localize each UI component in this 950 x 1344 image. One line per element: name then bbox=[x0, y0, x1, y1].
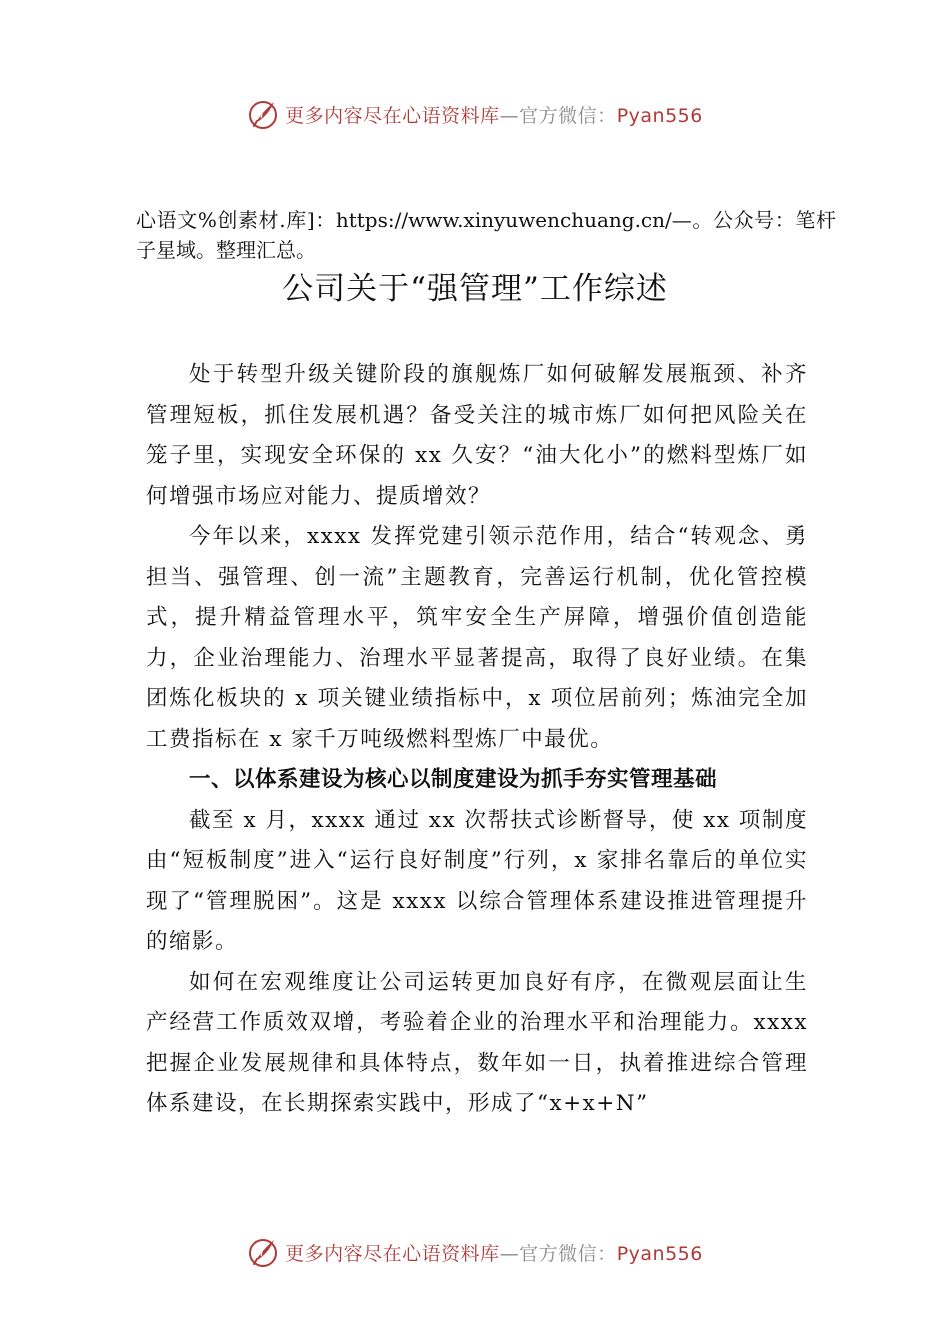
quill-seal-icon bbox=[247, 1235, 281, 1269]
source-note: 心语文%创素材.库]：https://www.xinyuwenchuang.cn/—。公众号：笔杆子星域。整理汇总。 bbox=[136, 208, 836, 262]
body-paragraph: 今年以来，xxxx 发挥党建引领示范作用，结合“转观念、勇担当、强管理、创一流”主题教育，完善运行机制，优化管控模式，提升精益管理水平，筑牢安全生产屏障，增强价值创造能力，企业治理能力、治理水平显著提高，取得了良好业绩。在集团炼化板块的 x 项关键业绩指标中，x 项位居前列；炼油完全加工费指标在 x 家千万吨级燃料型炼厂中最优。 bbox=[146, 524, 808, 752]
document-body bbox=[146, 355, 808, 1125]
body-paragraph: 如何在宏观维度让公司运转更加良好有序，在微观层面让生产经营工作质效双增，考验着企业的治理水平和治理能力。xxxx 把握企业发展规律和具体特点，数年如一日，执着推进综合管理体系建设，在长期探索实践中，形成了“x+x+N” bbox=[146, 969, 808, 1116]
body-paragraph: 处于转型升级关键阶段的旗舰炼厂如何破解发展瓶颈、补齐管理短板，抓住发展机遇？备受关注的城市炼厂如何把风险关在笼子里，实现安全环保的 xx 久安？“油大化小”的燃料型炼厂如何增强市场应对能力、提质增效？ bbox=[146, 362, 808, 509]
banner-text: 更多内容尽在心语资料库—官方微信：Pyan556 bbox=[285, 1242, 703, 1265]
footer-banner bbox=[0, 1230, 950, 1274]
body-paragraph: 截至 x 月，xxxx 通过 xx 次帮扶式诊断督导，使 xx 项制度由“短板制度”进入“运行良好制度”行列，x 家排名靠后的单位实现了“管理脱困”。这是 xxxx 以综合管理体系建设推进管理提升的缩影。 bbox=[146, 807, 808, 954]
document-title: 公司关于“强管理”工作综述 bbox=[282, 271, 668, 307]
banner-text: 更多内容尽在心语资料库—官方微信：Pyan556 bbox=[285, 104, 703, 127]
quill-seal-icon bbox=[247, 97, 281, 131]
header-banner bbox=[0, 92, 950, 136]
section-heading: 一、以体系建设为核心以制度建设为抓手夯实管理基础 bbox=[189, 767, 718, 792]
